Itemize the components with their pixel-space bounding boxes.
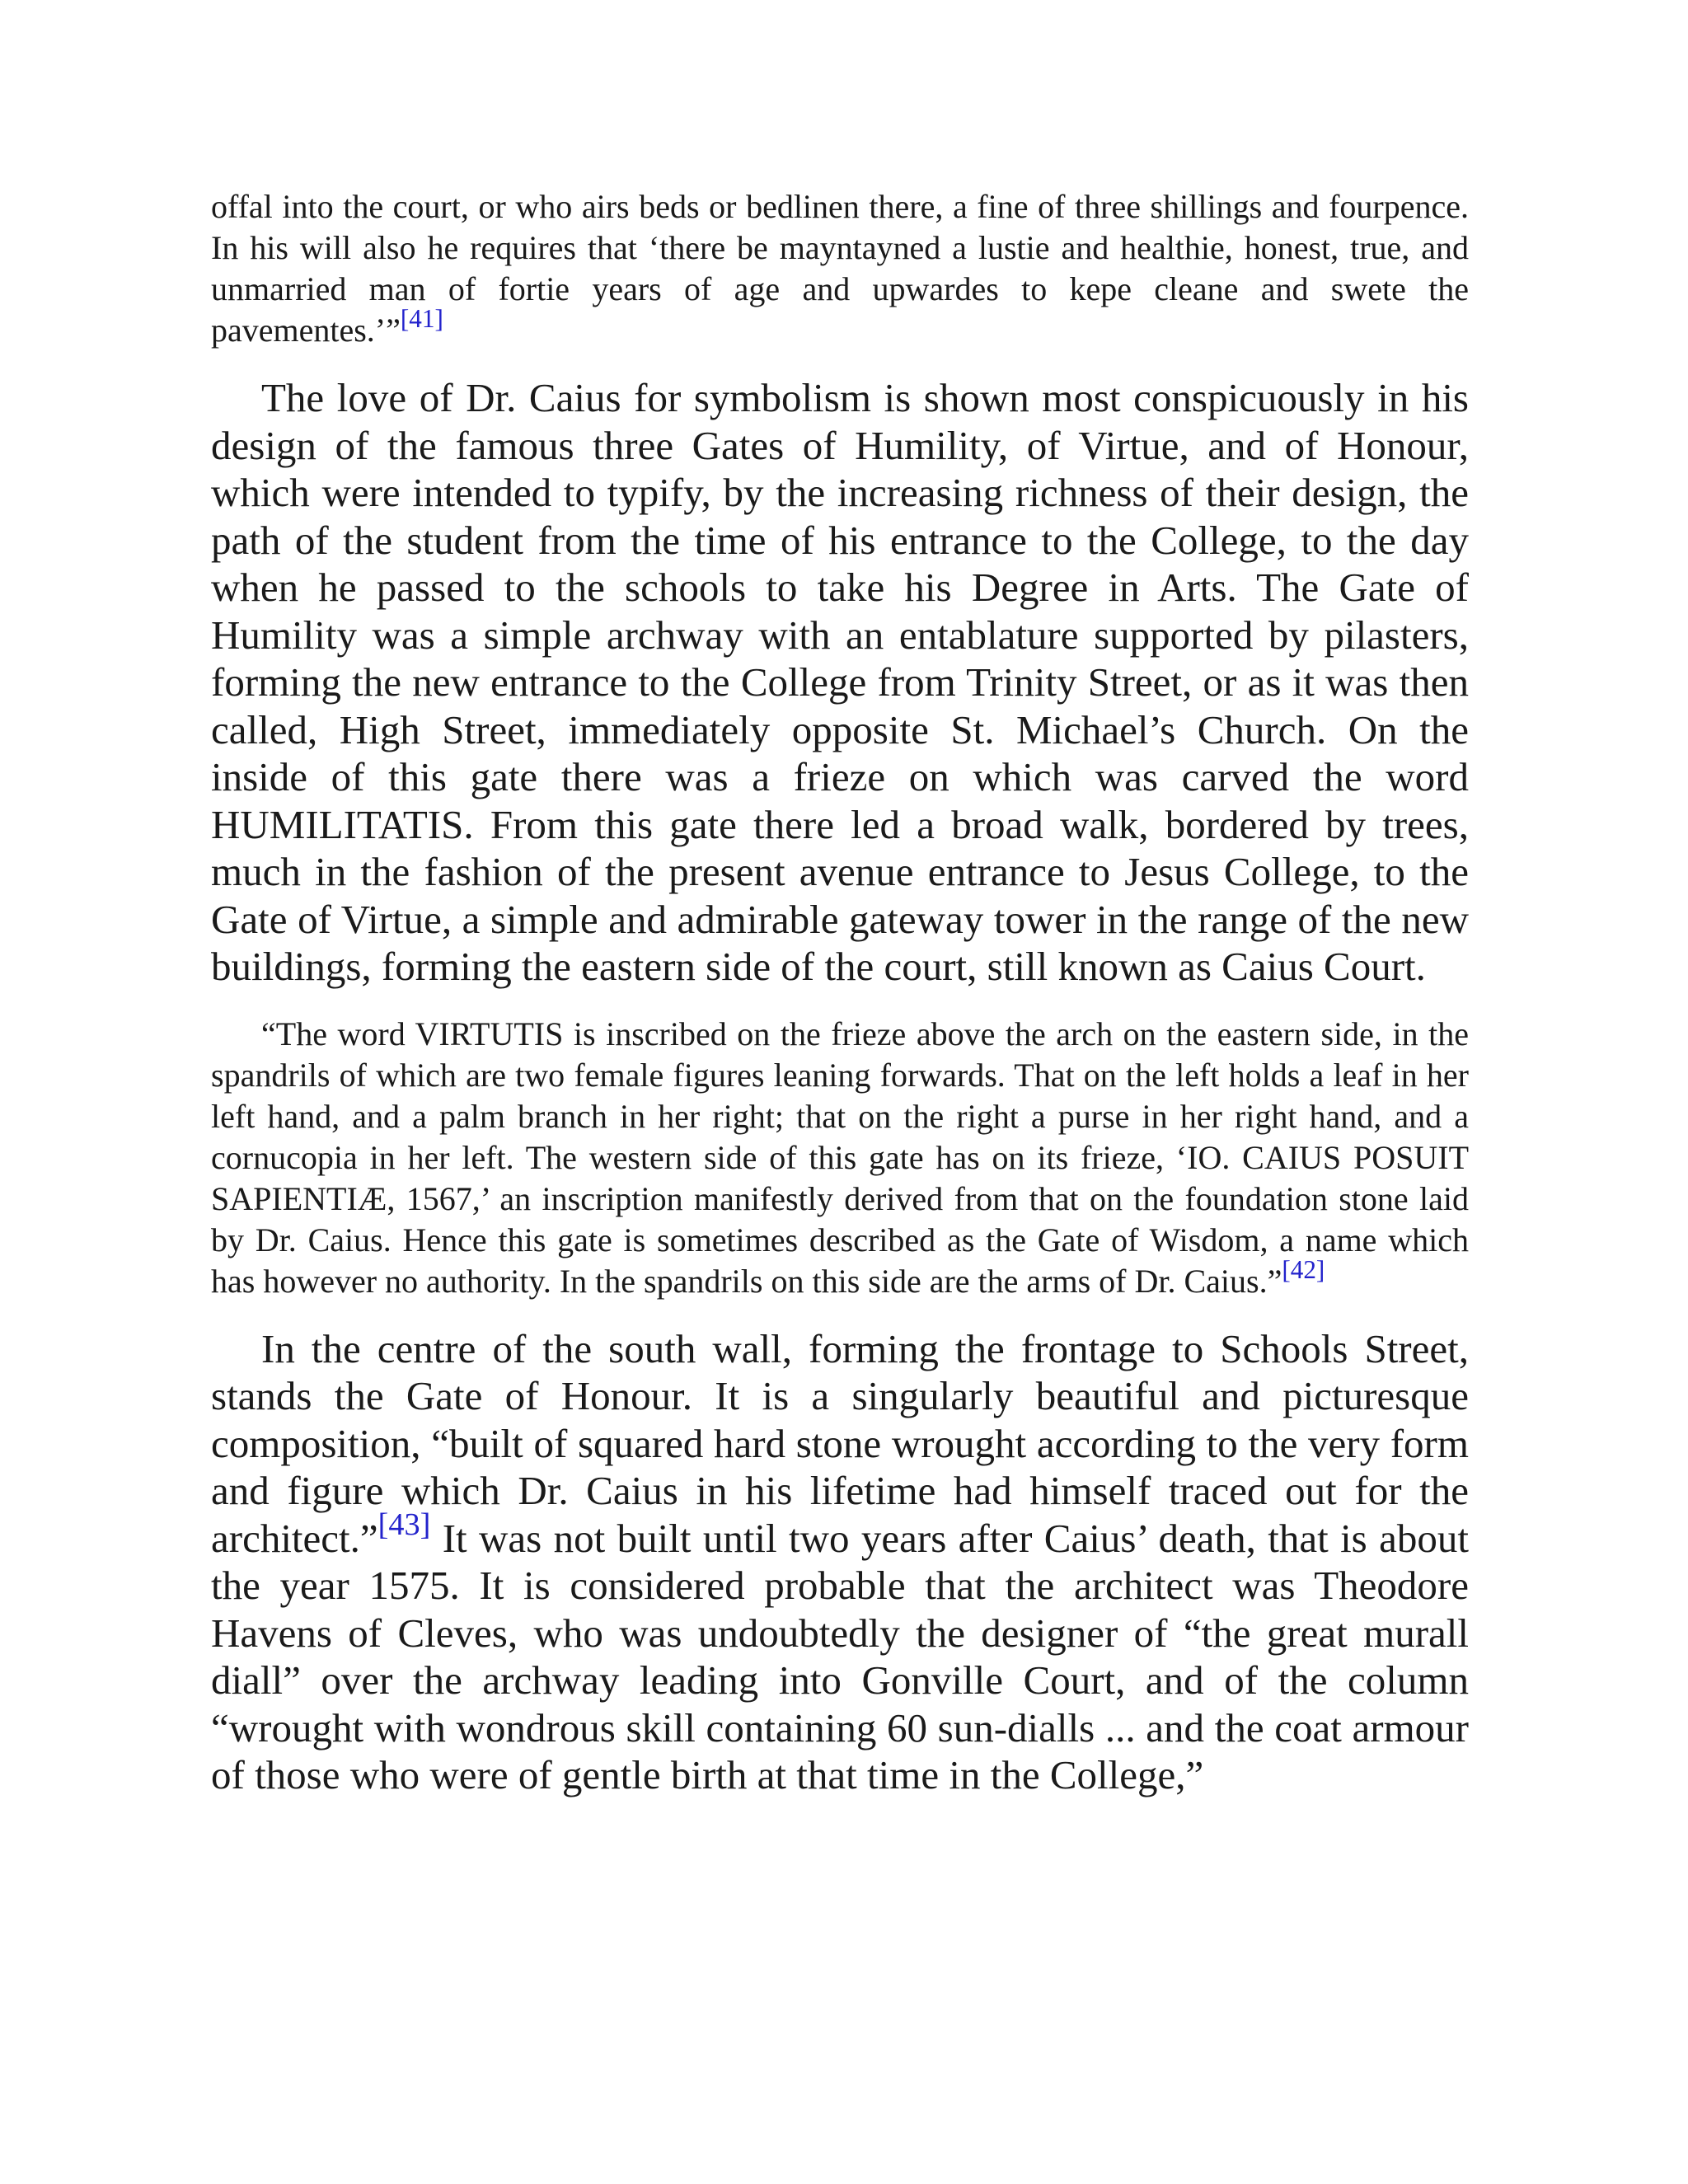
paragraph-continuation [211, 186, 1469, 351]
footnote-link-41[interactable]: [41] [400, 303, 443, 333]
footnote-ref-41[interactable] [401, 304, 443, 333]
paragraph-text: The love of Dr. Caius for symbolism is shown most conspicuously in his design of the famous three Gates of Humility, of Virtue, and of Honour, which were intended to typify, by the increasing richness of their design, the path of the student from the time of his entrance to the College, to the day when he passed to the schools to take his Degree in Arts. The Gate of Humility was a simple archway with an entablature supported by pilasters, forming the new entrance to the College from Trinity Street, or as it was then called, High Street, immediately opposite St. Michael’s Church. On the inside of this gate there was a frieze on which was carved the word HUMILITATIS. From this gate there led a broad walk, bordered by trees, much in the fashion of the present avenue entrance to Jesus College, to the Gate of Virtue, a simple and admirable gateway tower in the range of the new buildings, forming the eastern side of the court, still known as Caius Court. [211, 375, 1469, 989]
footnote-ref-43[interactable] [378, 1507, 431, 1541]
block-quote-virtutis [211, 1014, 1469, 1302]
quote-text: “The word VIRTUTIS is inscribed on the frieze above the arch on the eastern side, in the spandrils of which are two female figures leaning forwards. That on the left holds a leaf in her left hand, and a palm branch in her right; that on the right a purse in her right hand, and a cornucopia in her left. The western side of this gate has on its frieze, ‘IO. CAIUS POSUIT SAPIENTIÆ, 1567,’ an inscription manifestly derived from that on the foundation stone laid by Dr. Caius. Hence this gate is sometimes described as the Gate of Wisdom, a name which has however no authority. In the spandrils on this side are the arms of Dr. Caius.” [211, 1015, 1469, 1300]
footnote-link-42[interactable]: [42] [1282, 1254, 1325, 1284]
paragraph-text: offal into the court, or who airs beds or bedlinen there, a fine of three shillings and fourpence. In his will also he requires that ‘there be mayntayned a lustie and healthie, honest, true, and unmarried man of fortie years of age and upwardes to kepe cleane and swete the pavementes.’” [211, 188, 1469, 349]
paragraph-text-before: In the centre of the south wall, forming the frontage to Schools Street, stands the Gate of Honour. It is a singularly beautiful and picturesque composition, “built of squared hard stone wrought according to the very form and figure which Dr. Caius in his lifetime had himself traced out for the architect.” [211, 1325, 1469, 1561]
footnote-ref-42[interactable] [1282, 1254, 1325, 1283]
paragraph-gate-of-honour [211, 1325, 1469, 1799]
page-content [211, 186, 1469, 1799]
paragraph-text-after: It was not built until two years after Caius’ death, that is about the year 1575. It is considered probable that the architect was Theodore Havens of Cleves, who was undoubtedly the designer of “the great murall diall” over the archway leading into Gonville Court, and of the column “wrought with wondrous skill containing 60 sun-dialls ... and the coat armour of those who were of gentle birth at that time in the College,” [211, 1515, 1469, 1797]
paragraph-symbolism [211, 374, 1469, 991]
footnote-link-43[interactable]: [43] [377, 1507, 431, 1542]
